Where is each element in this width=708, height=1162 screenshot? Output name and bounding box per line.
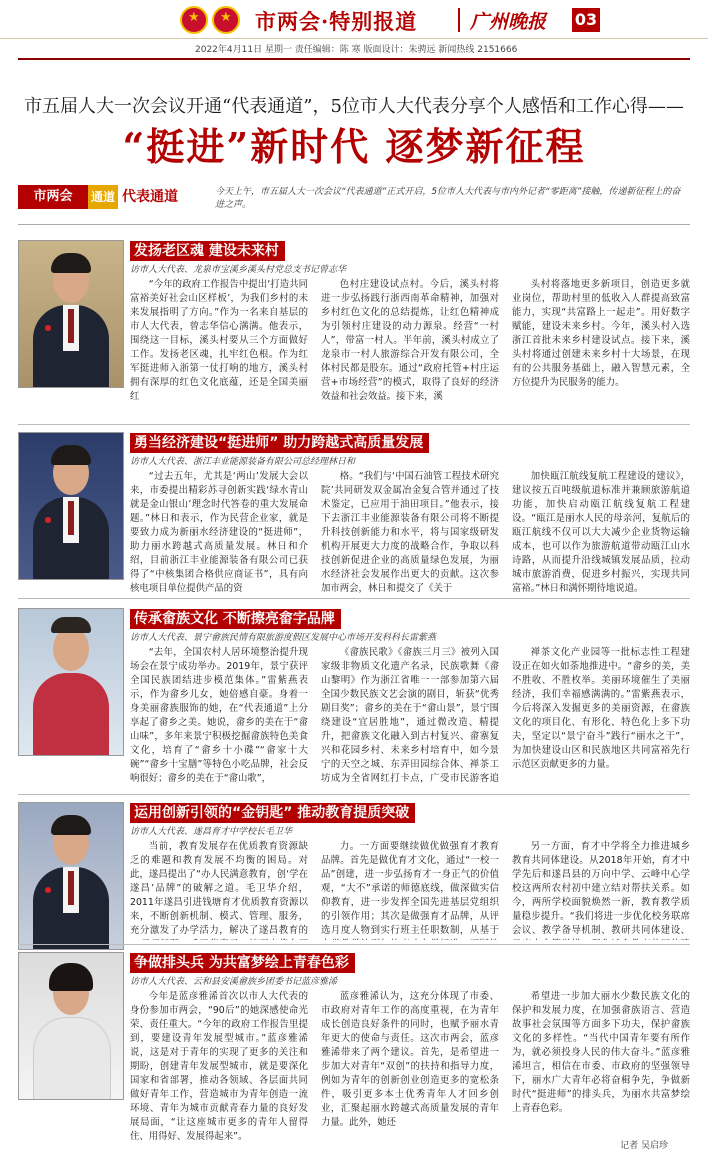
- column-badge-part1: 市两会: [18, 185, 88, 209]
- article-column: 禅茶文化产业园等一批标志性工程建设正在如火如荼地推进中。“畲乡的美，美不胜收、不胜枚举。美丽环境催生了美丽经济，我们幸福感满满的。”雷紫燕表示，今后将深入发掘更多的美丽资源，在畲族文化的项目化、有形化、特色化上多下功夫，坚定以“景宁奋斗”践行“丽水之干”，为加快建设山区和民族地区共同富裕先行示范区贡献更多的力量。: [512, 647, 690, 770]
- intro-rule: [18, 224, 690, 225]
- section-subtitle: 访市人大代表、浙江丰业能源装备有限公司总经理林日和: [130, 457, 356, 467]
- article-column: 加快瓯江航线复航工程建设的建议》，建议按五百吨级航道标准并兼顾旅游航道功能，加快启动瓯江航线复航工程建设。“瓯江是丽水人民的母亲河，复航后的瓯江航线不仅可以大大减少企业货物运输成本，也可以作为旅游航道带动瓯江山水诗路，从而提升沿线城镇发展品质，拉动城市旅游消费，促进乡村振兴，实现共同富裕。”林日和满怀期待地说道。: [512, 471, 690, 594]
- article-column: “今年的政府工作报告中提出‘打造共同富裕美好社会山区样板’，为我们乡村的未来发展指明了方向。”作为一名来自基层的市人大代表，曾志华信心满满。他表示，围绕这一目标，溪头村要从三个方面做好工作。发扬老区魂，扎牢红色根。作为红军挺进师入浙第一仗打响的地方，溪头村拥有深厚的红色文化底蕴，还是全国美丽红: [130, 279, 308, 402]
- article-column: 今年是蓝彦雅浠首次以市人大代表的身份参加市两会，“90后”的她深感使命光荣、责任重大。“今年的政府工作报告里提到，要建设青年发展型城市。”蓝彦雅浠说，这是对于青年的实现了更多的关注和期盼，创建青年发展型城市，就是要深化国家和省部署，推动各领域、各层面共同做好青年工作，营造城市为青年创造一流环境、青年为城市贡献青春力量的良好发展局面，“让这座城市更多的青年人留得住、用得好、发展得起来”。: [130, 991, 308, 1142]
- section-title: 争做排头兵 为共富梦绘上青春色彩: [130, 952, 355, 972]
- article-section: [18, 240, 690, 420]
- masthead-title: 市两会·特别报道: [255, 9, 418, 34]
- article-section: [18, 952, 690, 1157]
- section-title: 勇当经济建设“挺进师” 助力跨越式高质量发展: [130, 432, 429, 452]
- portrait-photo: [18, 432, 124, 580]
- article-column: “去年，全国农村人居环境整治提升现场会在景宁成功举办。2019年，景宁获评全国民族团结进步模范集体。”雷紫燕表示，作为畲乡儿女，她倍感自豪。身着一身美丽畲族服饰的她，在“代表通道”上分享起了畲乡之美。她说，畲乡的美在于“畲山味”，多年来景宁积极挖掘畲族特色美食文化，培育了“畲乡十小碟”“畲家十大碗”“畲乡十宝膳”等特色小吃品牌，社会反响很好；畲乡的美在于“畲山歌”，: [130, 647, 308, 784]
- dateline: 2022年4月11日 星期一 责任编辑：陈 寒 版面设计：朱骋远 新闻热线 2151666: [195, 45, 518, 55]
- portrait-photo: [18, 952, 124, 1100]
- author-byline: 记者 吴启珍: [620, 1141, 668, 1151]
- section-subtitle: 访市人大代表、云和县安溪畲族乡团委书记蓝彦雅浠: [130, 977, 338, 987]
- section-title: 传承畲族文化 不断擦亮畲字品牌: [130, 608, 341, 628]
- portrait-photo: [18, 240, 124, 388]
- column-badge: [18, 185, 190, 209]
- article-section: [18, 432, 690, 592]
- article-column: 色村庄建设试点村。今后，溪头村将进一步弘扬践行浙西南革命精神，加强对乡村红色文化的总结提炼，让红色精神成为引领村庄建设的动力源泉。经营“一村人”，带富一村人。半年前，溪头村成立了龙泉市一村人旅游综合开发有限公司，全体村民都是股东。通过“政府托管+村庄运营+市场经营”的模式，取得了良好的经济效益和社会效益。接下来，溪: [321, 279, 499, 402]
- article-column: 希望进一步加大丽水少数民族文化的保护和发展力度，在加强畲族语言、营造故事社会氛围等方面多下功夫，保护畲族文化的多样性。“当代中国青年要有所作为，就必须投身人民的伟大奋斗。”蓝彦雅浠坦言，相信在市委、市政府的坚强领导下，丽水广大青年必将奋楫争先，争做新时代“挺进师”的排头兵，为丽水共富梦绘上青春色彩。: [512, 991, 690, 1114]
- intro-text: 今天上午，市五届人大一次会议“代表通道”正式开启，5位市人大代表与市内外记者“零距离”接触，传递新征程上的奋进之声。: [215, 187, 681, 210]
- emblem-icon: [212, 6, 240, 34]
- section-divider: [18, 598, 690, 599]
- masthead: [0, 0, 708, 40]
- section-divider: [18, 424, 690, 425]
- kicker: 市五届人大一次会议开通“代表通道”，5位市人大代表分享个人感悟和工作心得——: [24, 96, 684, 117]
- column-badge-part3: 代表通道: [122, 189, 178, 205]
- section-subtitle: 访市人大代表、景宁畲族民情有限旅游度假区发展中心市场开发科科长雷紫燕: [130, 633, 437, 643]
- article-column: 力。一方面要继续做优做强育才教育品牌。首先是做优育才文化，通过“一校一品”创建，进一步弘扬育才一身正气的价值观，“大不”承诺的师德底线，做深做实信仰教育，进一步发挥全国先进基层党组织的引领作用；其次是做强育才品牌，从评选月度人物到实行班主任职数制，从基于: [321, 841, 499, 936]
- section-title: 运用创新引领的“金钥匙” 推动教育提质突破: [130, 802, 415, 822]
- article-section: [18, 802, 690, 942]
- masthead-divider: [458, 8, 460, 32]
- headline: “挺进”新时代 逐梦新征程: [122, 124, 586, 169]
- emblem-icon: [180, 6, 208, 34]
- article-column: 格。“我们与‘中国石油管工程技术研究院’共同研发双金属冶金复合管并通过了技术鉴定，已应用于油田项目。”他表示，接下去浙江丰业能源装备有限公司将不断提升科技创新能力和水平，将与国家级研发机构开展更大力度的战略合作，争取以科技创新促进企业的高质量绿色发展，为丽水经济社会发展作出更大的贡献。这次参加市两会，林日和提交了《关于: [321, 471, 499, 594]
- portrait-photo: [18, 608, 124, 756]
- section-title: 发扬老区魂 建设未来村: [130, 240, 285, 260]
- section-subtitle: 访市人大代表、龙泉市宝溪乡溪头村党总支书记曾志华: [130, 265, 347, 275]
- article-column: 当前，教育发展存在优质教育资源缺乏的难题和教育发展不均衡的困局。对此，遂昌提出了“办人民满意教育，创‘学在遂昌’品牌”的破解之道。毛卫华介绍，2011年遂昌引进钱塘育才优质教育资源以来，不断创新机制、模式、管理、服务，充分激发了办学活力，解决了遂昌教育的: [130, 841, 308, 936]
- paper-name: 广州晚报: [470, 11, 547, 33]
- article-column: 蓝彦雅浠认为，这充分体现了市委、市政府对青年工作的高度重视，在为青年成长创造良好条件的同时，也赋予丽水青年更大的使命与责任。这次市两会，蓝彦雅浠带来了两个建议。首先，是希望进一步加大对青年“双创”的扶持和指导力度，例如为青年的创新创业创造更多的宽松条件，吸引更多本土优秀青年人才回乡创业，汇聚起丽水跨越式高质量发展的青年力量。此外，她还: [321, 991, 499, 1128]
- article-column: 《畲族民歌》《畲族三月三》被列入国家级非物质文化遗产名录，民族歌舞《畲山黎明》作为浙江省唯一一部参加第六届全国少数民族文艺会演的剧目，斩获“优秀剧目奖”；畲乡的美在于“畲山景”，景宁围绕建设“宜居胜地”，通过微改造、精提升，把畲族文化融入到古村复兴、畲寨复兴和花园乡村、未来乡村培育中，如今景宁的天空之城、东弄田园综合体、禅茶工坊成为全省网红打卡点，广受市民游客追: [321, 647, 499, 784]
- section-divider: [18, 794, 690, 795]
- section-divider: [18, 944, 690, 945]
- section-subtitle: 访市人大代表、遂昌育才中学校长毛卫华: [130, 827, 293, 837]
- article-column: “过去五年，尤其是‘两山’发展大会以来，市委提出精彩苏寻创新实践‘绿水青山就是金山银山’理念时代答卷的重大发展命题。”林日和表示，作为民营企业家，就是要致力成为新丽水经济建设的“挺进师”，助力丽水跨越式高质量发展。林日和介绍，目前浙江丰业能源装备有限公司已获得了“中核集团合格供应商证书”，具有向核电项目单位提供产品的资: [130, 471, 308, 594]
- article-column: 另一方面，育才中学将全力推进城乡教育共同体建设。从2018年开始，育才中学先后和遂昌县的万向中学、云峰中心学校这两所农村初中建立结对帮扶关系。如今，两所学校面貌焕然一新，教育教学质量稳步提升。“我们将进一步优化校务联席会议、教学备导机制、教研共同体建设、: [512, 841, 690, 936]
- article-column: 头村将落地更多新项目，创造更多就业岗位，帮助村里的低收入人群提高致富能力，实现“共富路上一起走”。用好数字赋能，建设未来乡村。今年，溪头村入选浙江首批未来乡村建设试点。接下来，溪头村将通过创建未来乡村十大场景，在现有的公共服务基础上，融入智慧元素，全方位提升为民服务的能力。: [512, 279, 690, 388]
- top-rule: [18, 58, 690, 60]
- portrait-photo: [18, 802, 124, 950]
- page-number: 03: [572, 8, 600, 32]
- article-section: [18, 608, 690, 788]
- column-badge-part2: 通道: [88, 185, 118, 209]
